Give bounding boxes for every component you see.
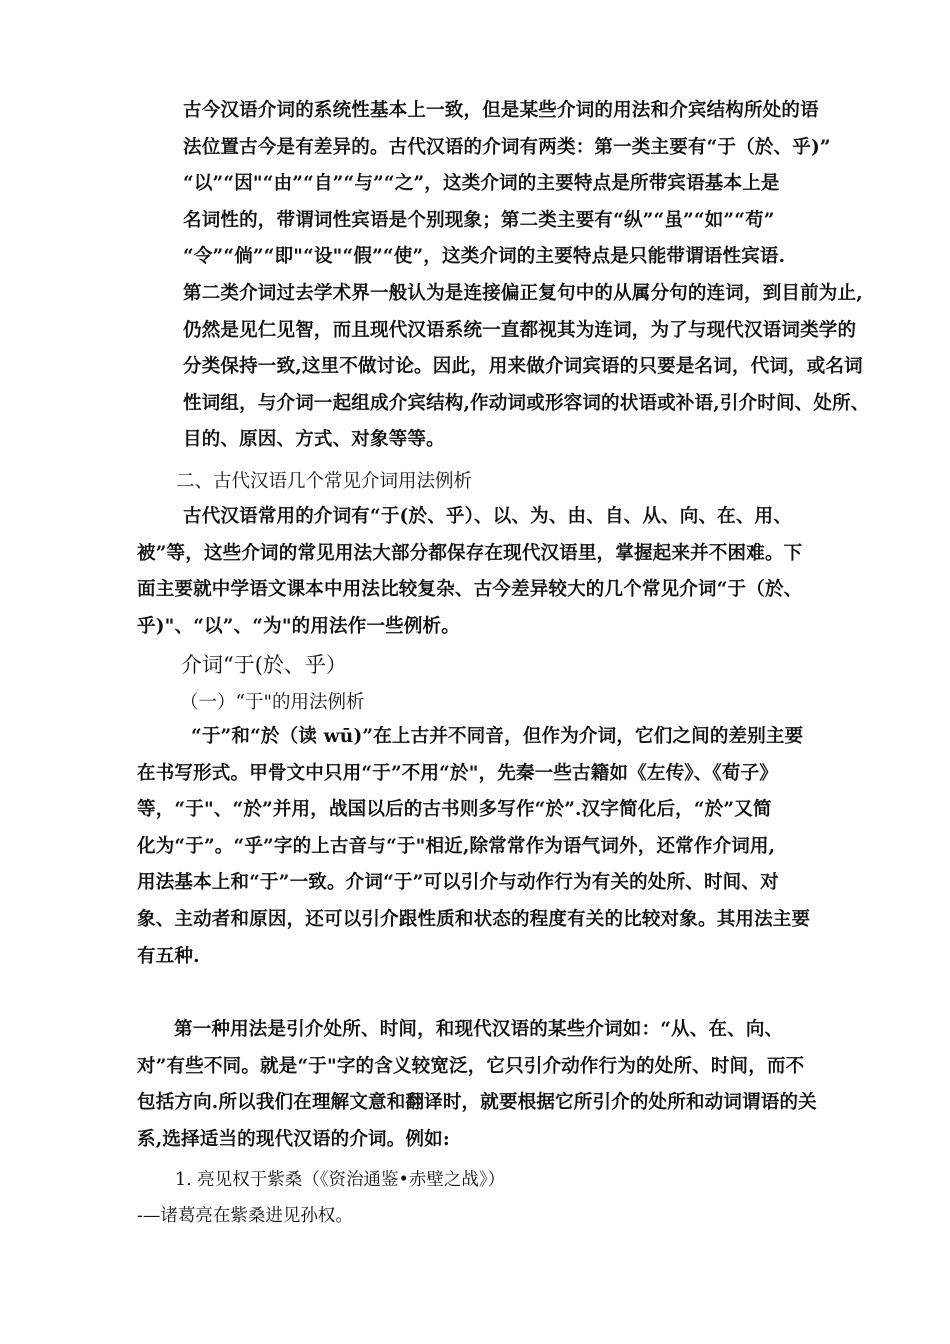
text-line: 有五种. [137,945,200,967]
text-line: 象、主动者和原因，还可以引介跟性质和状态的程度有关的比较对象。其用法主要 [137,908,811,930]
text-line: 名词性的，带谓词性宾语是个别现象；第二类主要有“纵”“虽”“如”“苟” [183,209,775,231]
text-line: 目的、原因、方式、对象等等。 [183,429,445,451]
text-line: 性词组，与介词一起组成介宾结构,作动词或形容词的状语或补语,引介时间、处所、 [183,392,870,414]
text-line: 化为“于”。“乎”字的上古音与“于"相近,除常常作为语气词外，还常作介词用, [137,835,776,857]
text-line: 包括方向.所以我们在理解文意和翻译时，就要根据它所引介的处所和动词谓语的关 [137,1092,817,1114]
paragraph-yu-usage [137,719,837,975]
text-line: 被”等，这些介词的常见用法大部分都保存在现代汉语里，掌握起来并不困难。下 [137,542,803,564]
text-line: 对”有些不同。就是“于"字的含义较宽泛，它只引介动作行为的处所、时间，而不 [137,1055,805,1077]
text-line: 古今汉语介词的系统性基本上一致，但是某些介词的用法和介宾结构所处的语 [183,100,819,121]
subsection-subheading: （一）“于"的用法例析 [180,692,365,713]
text-line: 系,选择适当的现代汉语的介词。例如: [137,1128,450,1150]
section-heading: 二、古代汉语几个常见介词用法例析 [176,471,473,492]
text-line: “于”和“於（读 wū)”在上古并不同音，但作为介词，它们之间的差别主要 [191,726,804,747]
text-line: 古代汉语常用的介词有“于(於、乎）、以、为、由、自、从、向、在、用、 [183,506,792,527]
subsection-heading: 介词“于(於、乎） [181,653,347,677]
text-line: 第二类介词过去学术界一般认为是连接偏正复句中的从属分句的连词，到目前为止, [183,282,863,304]
text-line: “以”“因"“由”“自”“与”“之”，这类介词的主要特点是所带宾语基本上是 [183,173,780,195]
paragraph-common-prepositions [137,499,837,645]
text-line: “令”“倘”“即"“设"“假”“使”，这类介词的主要特点是只能带谓语性宾语. [183,246,786,268]
text-line: 在书写形式。甲骨文中只用“于”不用“於"，先秦一些古籍如《左传》、《荀子》 [137,762,778,784]
example-translation: -—诸葛亮在紫桑进见孙权。 [137,1206,353,1226]
text-line: 法位置古今是有差异的。古代汉语的介词有两类：第一类主要有“于（於、乎)” [183,136,831,158]
paragraph-intro [137,93,870,459]
text-line: 仍然是见仁见智，而且现代汉语系统一直都视其为连词，为了与现代汉语词类学的 [183,319,857,341]
paragraph-first-usage [137,1012,837,1158]
text-line: 分类保持一致,这里不做讨论。因此，用来做介词宾语的只要是名词，代词，或名词 [183,356,863,378]
text-line: 乎)"、“以”、“为"的用法作一些例析。 [137,615,460,637]
text-line: 面主要就中学语文课本中用法比较复杂、古今差异较大的几个常见介词“于（於、 [137,579,803,601]
text-line: 用法基本上和“于”一致。介词“于”可以引介与动作行为有关的处所、时间、对 [137,872,779,894]
text-line: 第一种用法是引介处所、时间，和现代汉语的某些介词如：“从、在、向、 [174,1019,784,1040]
text-line: 等，“于"、“於”并用，战国以后的古书则多写作“於”.汉字简化后，“於”又简 [137,799,772,821]
example-sentence: 1. 亮见权于紫桑（《资治通鉴•赤壁之战》） [175,1170,506,1190]
